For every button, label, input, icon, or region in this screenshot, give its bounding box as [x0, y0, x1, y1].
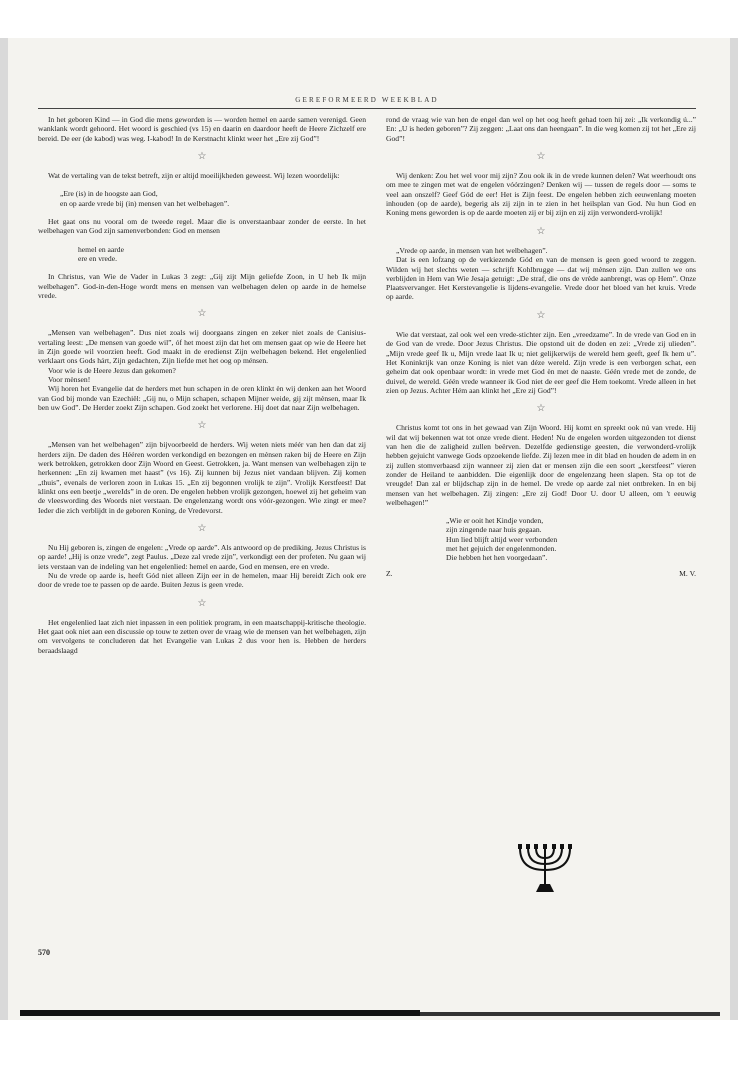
paragraph: Wie dat verstaat, zal ook wel een vrede-stichter zijn. Een „vreedzame”. In de vrede van God en in de God van de vrede. Door Jezus Christus. Die opstond uit de doden en zei: „Vrede zij ulieden”. „Mijn vrede geef Ik u, Mijn vrede laat Ik u; niet gelijkerwijs de wereld hem geeft, geef Ik hem u”. Het Koninkrijk van onze Koning is niet van déze wereld. Zijn vrede is een verborgen schat, een geheim dat ook openbaar wordt: in vrede met God èn met de naaste. Géén vrede met de zonde, de duivel, de wereld. Géén vrede wanneer ik God niet de eer geef die Hem toekomt. Vrede alleen in het zien op Jezus. Achter Hém aan klinkt het „Ere zij God”!: [386, 330, 696, 395]
star-divider-icon: ☆: [197, 420, 207, 432]
paragraph: „Vrede op aarde, in mensen van het welbehagen”.: [396, 245, 548, 255]
paragraph: Dat is een lofzang op de verkiezende Gód en van de mensen is geen goed woord te zeggen. Wilden wij het slechts weten — schrijft Kohlbrugge — dat wij mènsen zijn. Dan zullen we ons verblijden in Hem van Wie Jesaja getuigt: „De straf, die ons de vrède aanbrengt, was op Hem”. Onze Plaatsvervanger. Het Kerstevangelie is lijdens-evangelie. Vrede door het bloed van het kruis. Vrede op aarde.: [386, 255, 696, 302]
star-divider-icon: ☆: [197, 597, 207, 609]
menorah-icon: [514, 840, 576, 896]
signature-left: Z.: [386, 568, 393, 578]
paragraph: Nu de vrede op aarde is, heeft Gód niet alleen Zijn eer in de hemelen, maar Hij bereidt Zich ook ere door de vrede toe te passen op de aarde. Buiten Jezus is geen vrede.: [38, 570, 366, 590]
paragraph: Christus komt tot ons in het gewaad van Zijn Woord. Hij komt en spreekt ook nú van vrede. Hij wil dat wij bekennen wat tot onze vrede dient. Heden! Nu de engelen worden uitgezonden tot dienst van hen die de zaligheid zullen beërven. Dezelfde gedienstige geesten, die verwonderd-vrolijk hebben gejuicht vanwege Gods opzoekende liefde. Zij lezen mee in dit blad en houden de adem in en zij zullen stomverbaasd zijn wanneer zij zien dat er mensen zijn die een soort „kerstfeest” vieren zonder de Heiland te aanbidden. Die eigenlijk door de engelenzang heen slapen. Sta op tot de vreugde! Dan zal er blijdschap zijn in de hemel. De vrede op aarde zal niet ontbreken. In en bij mensen van het welbehagen. Zij zingen: „Ere zij God! Door U. door U alleen, om 't eeuwig welbehagen!”: [386, 423, 696, 507]
poem-line: zijn zingende naar huis gegaan.: [446, 525, 542, 535]
quote-line: hemel en aarde ere en vrede.: [78, 244, 124, 263]
star-divider-icon: ☆: [197, 308, 207, 320]
paragraph: In het geboren Kind — in God die mens geworden is — worden hemel en aarde samen verenigd. Geen wanklank wordt gehoord. Het woord is geschied (vs 15) en daarin en daardoor heeft de Heere Zichzelf ere bereid. De eer (de kabod) was weg. I-kabod! In de Kerstnacht klinkt weer het „Ere zij God”!: [38, 115, 366, 143]
paragraph: Wat de vertaling van de tekst betreft, zijn er altijd moeilijkheden geweest. Wij lezen woordelijk:: [48, 171, 340, 181]
scan-bottom-margin: [0, 1020, 738, 1068]
poem-line: „Wie er ooit het Kindje vonden,: [446, 516, 544, 526]
paragraph: Voor mènsen!: [48, 374, 91, 384]
scan-top-margin: [0, 0, 738, 38]
signature-right: M. V.: [679, 568, 696, 578]
paragraph: In Christus, van Wie de Vader in Lukas 3 zegt: „Gij zijt Mijn geliefde Zoon, in U heb Ik mijn welbehagen”. God-in-den-Hoge wordt mens en mensen van welbehagen delen op aarde in de hemelse vrede.: [38, 272, 366, 300]
scan-edge-bar: [20, 1010, 420, 1016]
star-divider-icon: ☆: [536, 403, 546, 415]
left-column: [38, 115, 366, 664]
page-number: 570: [38, 948, 50, 957]
star-divider-icon: ☆: [536, 225, 546, 237]
paragraph: Voor wie is de Heere Jezus dan gekomen?: [48, 365, 176, 375]
signature-row: [386, 569, 696, 578]
star-divider-icon: ☆: [197, 150, 207, 162]
paragraph: rond de vraag wie van hen de engel dan wel op het oog heeft gehad toen hij zei: „Ik verkondig ú...” En: „U is heden geboren”? Zij zeggen: „Laat ons dan heengaan”. In die weg komen zij tot het „Ere zij God”!: [386, 115, 696, 143]
star-divider-icon: ☆: [536, 150, 546, 162]
paragraph: Het gaat ons nu vooral om de tweede regel. Maar die is onverstaanbaar zonder de eerste. In het welbehagen van God zijn samenverbonden: God en mensen: [38, 217, 366, 236]
poem-line: met het gejuich der engelenmonden.: [446, 543, 557, 553]
running-header: GEREFORMEERD WEEKBLAD: [295, 96, 439, 104]
star-divider-icon: ☆: [536, 309, 546, 321]
paragraph: Het engelenlied laat zich niet inpassen in een politiek program, in een maatschappij-kritische theologie. Het gaat ook niet aan een discussie op touw te zetten over de vraag wie de mensen van het welbehagen, zijn om vervolgens te concluderen dat het Evangelie van Lukas 2 dus voor hen is. Hebben de herders beraadslaagd: [38, 617, 366, 655]
scan-edge-bar: [420, 1012, 720, 1016]
right-column: [386, 115, 696, 584]
paragraph: Wij denken: Zou het wel voor mij zijn? Zou ook ik in de vrede kunnen delen? Wat weerhoudt ons om mee te zingen met wat de engelen vóórzingen? Denken wij — tussen de regels door — soms te veel aan onszelf? Geef Gód de eer! Het is Zijn feest. De engelen hebben zich eeuwenlang moeten inhouden (op de aarde), begerig als zij zijn in te zien in het heilsplan van God. Nu hun God en Koning mens geworden is op de aarde moeten zij er bij zijn en zij zijn verwonderd-vrolijk!: [386, 171, 696, 218]
paragraph: „Mensen van welbehagen”. Dus niet zoals wij doorgaans zingen en zeker niet zoals de Canisius-vertaling leest: „De mensen van goede wil”, óf het moest zijn dat het om mensen gaat op wie de Heere het in Zijn goede wil voorzien heeft. God maakt in de eredienst Zijn welbehagen bekend. Het engelenlied verklaart ons Gods hárt, Zijn gedachten, Zijn liefde met het oog op ménsen.: [38, 328, 366, 366]
closing-poem: [446, 516, 696, 562]
paragraph: Nu Hij geboren is, zingen de engelen: „Vrede op aarde”. Als antwoord op de prediking. Jezus Christus is op aarde! „Hij is onze vrede”, zegt Paulus. „Deze zal vrede zijn”, verkondigt een der profeten. Nu gaan wij iets verstaan van de indeling van het engelenlied: hemel en aarde, God en mensen, ere en vrede.: [38, 543, 366, 571]
poem-line: Die hebben het hen voorgedaan”.: [446, 553, 548, 563]
paragraph: Wij horen het Evangelie dat de herders met hun schapen in de oren klinkt èn wij denken aan het Woord van God bij monde van Ezechiël: „Gij nu, o Mijn schapen, schapen Mijner weide, gij zijt mènsen, maar Ik ben uw God”. De Herder zoekt Zijn schapen. God zoekt het verlorene. Hij doet dat naar Zijn welbehagen.: [38, 384, 366, 412]
quote-line: „Ere (is) in de hoogste aan God, en op aarde vrede bij (in) mensen van het welbehagen”.: [60, 189, 230, 208]
paragraph: „Mensen van het welbehagen” zijn bijvoorbeeld de herders. Wij weten niets méér van hen dan dat zij herders zijn. De daden des Hééren worden verkondigd en bezongen en mènsen raken bij de Heere en Zijn werk betrokken, getrokken door Zijn Woord en Geest. Getrokken, ja. Want mensen van welbehagen zijn te herkennen: „En zij kwamen met haast” (vs 16). Zij kunnen bij Jezus niet vandaan blijven. Zij komen „thuis”, evenals de verloren zoon in Lukas 15. „En zij begonnen vrolijk te zijn”. Vrolijk Kerstfeest! Dat klinkt ons een beetje „wereIds” in de oren. De engelen hebben vrolijk gezongen, hoewel zij het geheim van de vleeswording des Woords niet verstaan. De engelenzang wordt ons vóór-gezongen. Wie zingt er mee? Ieder die zich verblijdt in de geboren Koning, de Vredevorst.: [38, 440, 366, 515]
star-divider-icon: ☆: [197, 522, 207, 534]
poem-line: Hun lied blijft altijd weer verbonden: [446, 534, 558, 544]
header-rule: [38, 108, 696, 109]
